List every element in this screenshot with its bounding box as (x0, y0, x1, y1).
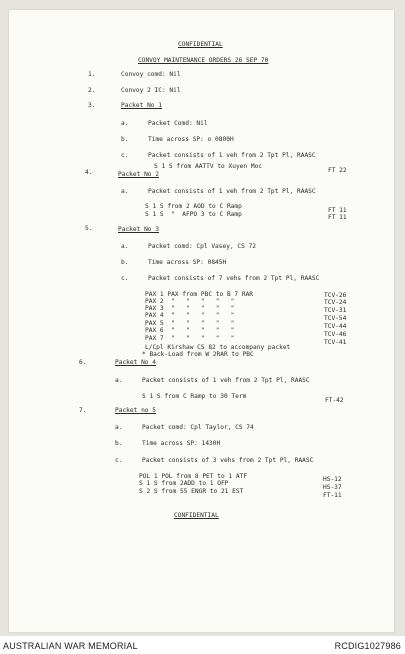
item-number: 4. (85, 169, 93, 176)
vehicle-ref: TCV-41 (324, 339, 347, 346)
pax-row: PAX 6 " " " " " (145, 327, 235, 334)
vehicle-ref: TCV-46 (324, 331, 347, 338)
packet-1-consists: Packet consists of 1 veh from 2 Tpt Pl, RAASC (148, 152, 316, 159)
archive-id: RCDIG1027986 (334, 641, 401, 651)
sub-label: a. (115, 377, 123, 384)
convoy-2ic: Convoy 2 IC: Nil (121, 87, 181, 94)
document-title: CONVOY MAINTENANCE ORDERS 26 SEP 70 (138, 57, 269, 64)
classification-bottom: CONFIDENTIAL (174, 512, 219, 519)
sub-label: a. (121, 188, 129, 195)
item-number: 7. (79, 407, 87, 414)
pol-row: POL 1 POL from 8 PET to 1 ATF (139, 473, 248, 480)
vehicle-ref: FT 22 (328, 167, 347, 174)
packet-5-consists: Packet consists of 3 vehs from 2 Tpt Pl, RAASC (142, 457, 314, 464)
sub-label: c. (121, 275, 129, 282)
pax-row: PAX 7 " " " " " (145, 335, 235, 342)
vehicle-ref: FT-42 (325, 397, 344, 404)
sub-label: b. (121, 259, 129, 266)
pax-row: PAX 1 PAX from PBC to B 7 RAR (145, 291, 254, 298)
sub-label: b. (115, 440, 123, 447)
item-number: 3. (88, 102, 96, 109)
vehicle-ref: FT-11 (323, 492, 342, 499)
packet-1-detail: S 1 S from AATTV to Xuyen Moc (154, 163, 263, 170)
sub-label: c. (115, 457, 123, 464)
vehicle-ref: HS-37 (323, 484, 342, 491)
supply-row: S 2 S from 55 ENGR to 21 EST (139, 488, 244, 495)
item-number: 2. (88, 87, 96, 94)
sub-label: b. (121, 136, 129, 143)
packet-5-time: Time across SP: 1430H (142, 440, 221, 447)
packet-4-consists: Packet consists of 1 veh from 2 Tpt Pl, RAASC (142, 377, 310, 384)
packet-1-comd: Packet Comd: Nil (148, 120, 208, 127)
packet-4-detail: S 1 S from C Ramp to 30 Term (142, 393, 247, 400)
pax-row: PAX 3 " " " " " (145, 305, 235, 312)
packet-3-heading: Packet No 3 (118, 226, 159, 233)
archive-footer (0, 638, 405, 654)
packet-3-note: L/Cpl Kirshaw CS 82 to accompany packet (145, 344, 291, 351)
packet-3-backload: * Back-Load from W 2RAR to PBC (142, 351, 254, 358)
convoy-comd: Convoy comd: Nil (121, 71, 181, 78)
sub-label: a. (115, 424, 123, 431)
packet-2-detail: S 1 S " AFPO 3 to C Ramp (145, 211, 242, 218)
packet-4-heading: Packet No 4 (115, 359, 156, 366)
packet-5-heading: Packet no 5 (115, 407, 156, 414)
sub-label: c. (121, 152, 129, 159)
packet-2-consists: Packet consists of 1 veh from 2 Tpt Pl, RAASC (148, 188, 316, 195)
vehicle-ref: TCV-31 (324, 307, 347, 314)
vehicle-ref: TCV-26 (324, 292, 347, 299)
supply-row: S 1 S from 2ADD to 1 OFP (139, 480, 229, 487)
sub-label: a. (121, 243, 129, 250)
pax-row: PAX 5 " " " " " (145, 320, 235, 327)
classification-top: CONFIDENTIAL (178, 41, 223, 48)
vehicle-ref: TCV-44 (324, 323, 347, 330)
pax-row: PAX 4 " " " " " (145, 312, 235, 319)
vehicle-ref: FT 11 (328, 207, 347, 214)
packet-3-consists: Packet consists of 7 vehs from 2 Tpt Pl, RAASC (148, 275, 320, 282)
sub-label: a. (121, 120, 129, 127)
packet-3-time: Time across SP: 0845H (148, 259, 227, 266)
item-number: 1. (88, 71, 96, 78)
pax-row: PAX 2 " " " " " (145, 298, 235, 305)
packet-2-detail: S 1 S from 2 AOD to C Ramp (145, 203, 242, 210)
vehicle-ref: HS-12 (323, 476, 342, 483)
packet-1-heading: Packet No 1 (121, 102, 162, 109)
item-number: 6. (79, 359, 87, 366)
archive-name: AUSTRALIAN WAR MEMORIAL (3, 641, 138, 651)
packet-5-comd: Packet comd: Cpl Taylor, CS 74 (142, 424, 254, 431)
vehicle-ref: FT 11 (328, 214, 347, 221)
item-number: 5. (85, 225, 93, 232)
packet-2-heading: Packet No 2 (118, 171, 159, 178)
vehicle-ref: TCV-54 (324, 315, 347, 322)
vehicle-ref: TCV-24 (324, 299, 347, 306)
packet-3-comd: Packet comd: Cpl Vasey, CS 72 (148, 243, 257, 250)
packet-1-time: Time across SP: o 0800H (148, 136, 234, 143)
